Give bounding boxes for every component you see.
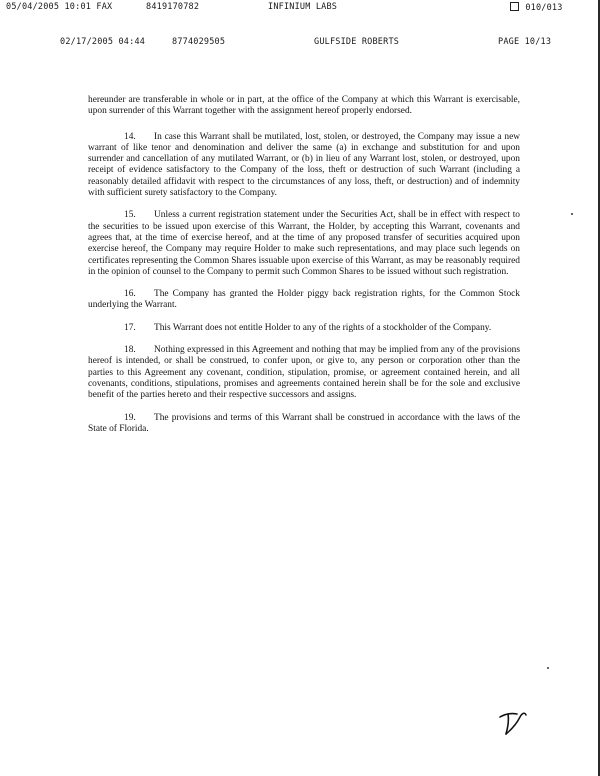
section-text: Unless a current registration statement under the Securities Act, shall be in effect with respect to the securities to be issued upon exercise of this Warrant, the Holder, by accepting this Warrant, covenants and agrees that, at the time of exercise hereof, and at the time of any proposed transfer of securities acquired upon exercise hereof, the Company may require Holder to make such representations, and may place such legends on certificates representing the Common Shares issuable upon exercise of this Warrant, as may be reasonably required in the opinion of counsel to the Company to permit such Common Shares to be issued without such registration. <box>88 210 520 277</box>
section-number: 16. <box>124 289 136 300</box>
section-19 <box>88 413 520 436</box>
section-16 <box>88 289 520 312</box>
document-body <box>88 95 520 446</box>
section-text: The Company has granted the Holder piggy back registration rights, for the Common Stock underlying the Warrant. <box>88 289 520 311</box>
section-text: The provisions and terms of this Warrant shall be construed in accordance with the laws of the State of Florida. <box>88 412 520 434</box>
scan-speck <box>547 667 549 669</box>
section-number: 14. <box>124 131 136 142</box>
section-text: This Warrant does not entitle Holder to any of the rights of a stockholder of the Company. <box>154 322 492 333</box>
section-17 <box>88 323 520 334</box>
section-15 <box>88 210 520 278</box>
fax-page-box-icon <box>510 2 519 11</box>
section-number: 19. <box>124 412 136 423</box>
scan-speck <box>571 213 573 215</box>
fax-page-count: PAGE 10/13 <box>498 37 552 47</box>
fax-company: INFINIUM LABS <box>268 2 338 12</box>
fax-sender: GULFSIDE ROBERTS <box>314 37 400 47</box>
fax-phone-1: 8419170782 <box>146 2 200 12</box>
section-text: In case this Warrant shall be mutilated, lost, stolen, or destroyed, the Company may issue a new warrant of like tenor and denomination and deliver the same (a) in exchange and substitution for and upon surrender and cancellation of any mutilated Warrant, or (b) in lieu of any Warrant lost, stolen, or destroyed, upon receipt of evidence satisfactory to the Company of the loss, theft or destruction of such Warrant (including a reasonably detailed affidavit with respect to the circumstances of any loss, theft, or destruction) and of indemnity with sufficient surety satisfactory to the Company. <box>88 131 520 199</box>
handwritten-initials-icon <box>496 703 532 739</box>
section-text: Nothing expressed in this Agreement and nothing that may be implied from any of the provisions hereof is intended, or shall be construed, to confer upon, or give to, any person or corporation other than the parties to this Agreement any covenant, condition, stipulation, promise, or agreement contained herein, and all covenants, conditions, stipulations, promises and agreements contained herein shall be for the sole and exclusive benefit of the parties hereto and their respective successors and assigns. <box>88 345 520 401</box>
section-14 <box>88 132 520 200</box>
fax-phone-2: 8774029505 <box>172 37 226 47</box>
fax-page-number: 010/013 <box>520 3 563 13</box>
fax-timestamp-1: 05/04/2005 10:01 FAX <box>6 2 113 12</box>
section-number: 15. <box>124 210 136 221</box>
intro-paragraph: hereunder are transferable in whole or in part, at the office of the Company at which this Warrant is exercisable, upon surrender of this Warrant together with the assignment hereof properly endorsed. <box>88 95 520 117</box>
fax-timestamp-2: 02/17/2005 04:44 <box>60 37 146 47</box>
section-18 <box>88 345 520 401</box>
section-number: 18. <box>124 345 136 356</box>
fax-page-indicator <box>510 2 563 13</box>
section-number: 17. <box>124 322 136 333</box>
